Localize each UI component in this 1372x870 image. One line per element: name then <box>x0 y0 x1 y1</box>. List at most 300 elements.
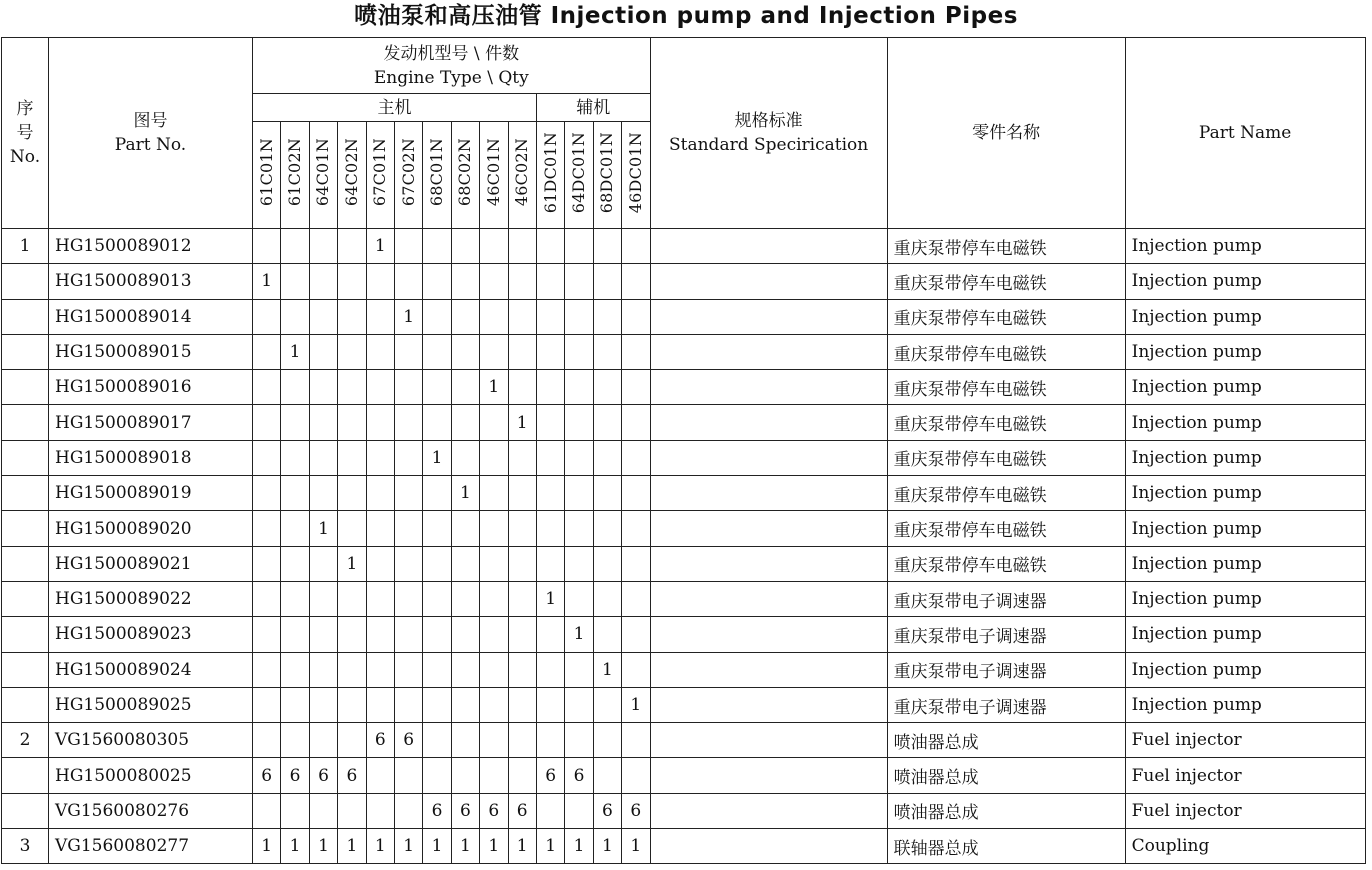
qty-cell <box>309 370 337 405</box>
qty-cell <box>309 793 337 828</box>
qty-cell <box>593 581 621 616</box>
main-engine-header: 主机 <box>253 94 537 122</box>
engine-type-46c01n: 46C01N <box>480 122 508 229</box>
engine-type-68dc01n: 68DC01N <box>593 122 621 229</box>
qty-cell <box>622 723 651 758</box>
qty-cell <box>508 440 536 475</box>
qty-cell <box>622 440 651 475</box>
qty-cell <box>338 299 366 334</box>
qty-cell <box>338 229 366 264</box>
qty-cell <box>423 687 451 722</box>
qty-cell <box>338 334 366 369</box>
qty-cell <box>565 723 593 758</box>
qty-cell <box>451 581 479 616</box>
qty-cell <box>394 440 422 475</box>
qty-cell <box>480 546 508 581</box>
seq-cell: 2 <box>2 723 49 758</box>
qty-cell <box>622 511 651 546</box>
seq-cell <box>2 370 49 405</box>
table-body <box>2 229 1366 864</box>
qty-cell <box>565 264 593 299</box>
qty-cell: 1 <box>309 829 337 864</box>
part-name-cn-cell: 重庆泵带停车电磁铁 <box>887 299 1125 334</box>
part-name-en-cell: Injection pump <box>1125 405 1365 440</box>
qty-cell <box>565 652 593 687</box>
part-name-cn-cell: 重庆泵带停车电磁铁 <box>887 440 1125 475</box>
qty-cell <box>536 546 564 581</box>
qty-cell: 1 <box>394 829 422 864</box>
qty-cell <box>281 370 309 405</box>
qty-cell <box>480 229 508 264</box>
part-no-cell: HG1500089025 <box>49 687 253 722</box>
part-no-cell: HG1500089017 <box>49 405 253 440</box>
qty-cell <box>253 334 281 369</box>
qty-cell <box>423 405 451 440</box>
seq-cell <box>2 758 49 793</box>
qty-cell <box>593 617 621 652</box>
part-no-cell: HG1500089022 <box>49 581 253 616</box>
seq-header: 序 号 No. <box>2 38 49 229</box>
qty-cell <box>253 546 281 581</box>
qty-cell <box>480 723 508 758</box>
part-no-cell: HG1500089018 <box>49 440 253 475</box>
part-name-en-cell: Injection pump <box>1125 687 1365 722</box>
part-name-en-cell: Injection pump <box>1125 299 1365 334</box>
qty-cell <box>451 652 479 687</box>
seq-cell <box>2 793 49 828</box>
engine-type-68c02n: 68C02N <box>451 122 479 229</box>
part-name-en-cell: Injection pump <box>1125 652 1365 687</box>
qty-cell <box>423 334 451 369</box>
qty-cell: 6 <box>451 793 479 828</box>
part-name-cn-cell: 喷油器总成 <box>887 758 1125 793</box>
qty-cell <box>423 370 451 405</box>
qty-cell: 1 <box>536 829 564 864</box>
qty-cell <box>622 264 651 299</box>
part-name-cn-header: 零件名称 <box>887 38 1125 229</box>
seq-cell <box>2 546 49 581</box>
qty-cell <box>622 476 651 511</box>
part-name-cn-cell: 联轴器总成 <box>887 829 1125 864</box>
part-name-en-cell: Injection pump <box>1125 476 1365 511</box>
qty-cell <box>309 617 337 652</box>
qty-cell <box>338 723 366 758</box>
qty-cell <box>622 617 651 652</box>
table-row <box>2 476 1366 511</box>
qty-cell: 6 <box>281 758 309 793</box>
qty-cell: 1 <box>622 829 651 864</box>
table-header <box>2 38 1366 229</box>
standard-cell <box>650 758 887 793</box>
qty-cell <box>451 334 479 369</box>
engine-type-46dc01n: 46DC01N <box>622 122 651 229</box>
standard-cell <box>650 511 887 546</box>
qty-cell <box>338 581 366 616</box>
qty-cell <box>622 229 651 264</box>
qty-cell <box>281 793 309 828</box>
qty-cell <box>423 511 451 546</box>
part-name-cn-cell: 重庆泵带停车电磁铁 <box>887 370 1125 405</box>
standard-cell <box>650 829 887 864</box>
engine-type-61c02n: 61C02N <box>281 122 309 229</box>
part-name-en-cell: Injection pump <box>1125 617 1365 652</box>
qty-cell <box>565 334 593 369</box>
seq-cell: 3 <box>2 829 49 864</box>
qty-cell <box>480 511 508 546</box>
qty-cell <box>622 546 651 581</box>
qty-cell <box>394 793 422 828</box>
part-name-cn-cell: 重庆泵带停车电磁铁 <box>887 546 1125 581</box>
qty-cell: 6 <box>536 758 564 793</box>
qty-cell <box>366 617 394 652</box>
qty-cell <box>338 405 366 440</box>
qty-cell <box>281 476 309 511</box>
qty-cell <box>253 511 281 546</box>
qty-cell <box>593 687 621 722</box>
qty-cell <box>565 581 593 616</box>
part-name-en-cell: Injection pump <box>1125 334 1365 369</box>
qty-cell: 1 <box>281 334 309 369</box>
qty-cell: 6 <box>338 758 366 793</box>
table-row <box>2 758 1366 793</box>
qty-cell <box>622 405 651 440</box>
qty-cell <box>394 229 422 264</box>
qty-cell <box>394 370 422 405</box>
qty-cell <box>480 440 508 475</box>
qty-cell <box>508 652 536 687</box>
qty-cell <box>593 758 621 793</box>
qty-cell <box>565 229 593 264</box>
qty-cell <box>253 405 281 440</box>
standard-cell <box>650 723 887 758</box>
qty-cell: 1 <box>593 652 621 687</box>
qty-cell: 6 <box>309 758 337 793</box>
part-no-cell: HG1500089019 <box>49 476 253 511</box>
qty-cell: 1 <box>451 476 479 511</box>
standard-cell <box>650 546 887 581</box>
qty-cell <box>338 264 366 299</box>
qty-cell: 1 <box>394 299 422 334</box>
table-row <box>2 546 1366 581</box>
qty-cell <box>536 370 564 405</box>
table-row <box>2 370 1366 405</box>
qty-cell <box>309 264 337 299</box>
qty-cell <box>309 652 337 687</box>
qty-cell: 1 <box>508 829 536 864</box>
table-row <box>2 405 1366 440</box>
part-no-cell: HG1500089016 <box>49 370 253 405</box>
part-name-en-cell: Injection pump <box>1125 370 1365 405</box>
part-name-en-cell: Injection pump <box>1125 581 1365 616</box>
qty-cell <box>394 546 422 581</box>
qty-cell <box>366 440 394 475</box>
qty-cell <box>253 652 281 687</box>
qty-cell <box>281 299 309 334</box>
qty-cell <box>366 476 394 511</box>
engine-type-61dc01n: 61DC01N <box>536 122 564 229</box>
qty-cell <box>536 687 564 722</box>
qty-cell <box>423 229 451 264</box>
table-row <box>2 440 1366 475</box>
part-no-cell: VG1560080305 <box>49 723 253 758</box>
seq-cell <box>2 687 49 722</box>
qty-cell <box>565 687 593 722</box>
qty-cell <box>565 299 593 334</box>
qty-cell <box>338 440 366 475</box>
part-name-en-header: Part Name <box>1125 38 1365 229</box>
qty-cell: 1 <box>508 405 536 440</box>
qty-cell <box>394 652 422 687</box>
qty-cell <box>480 617 508 652</box>
parts-table <box>1 37 1366 864</box>
seq-cell <box>2 511 49 546</box>
table-row <box>2 829 1366 864</box>
qty-cell <box>253 476 281 511</box>
qty-cell <box>565 405 593 440</box>
qty-cell <box>366 511 394 546</box>
qty-cell: 6 <box>480 793 508 828</box>
qty-cell <box>480 476 508 511</box>
part-name-cn-cell: 喷油器总成 <box>887 723 1125 758</box>
qty-cell <box>593 476 621 511</box>
engine-type-68c01n: 68C01N <box>423 122 451 229</box>
part-no-cell: HG1500089020 <box>49 511 253 546</box>
standard-cell <box>650 229 887 264</box>
part-no-cell: VG1560080276 <box>49 793 253 828</box>
qty-cell <box>565 511 593 546</box>
seq-cell: 1 <box>2 229 49 264</box>
engine-type-46c02n: 46C02N <box>508 122 536 229</box>
part-no-cell: HG1500080025 <box>49 758 253 793</box>
qty-cell <box>593 511 621 546</box>
engine-type-64c01n: 64C01N <box>309 122 337 229</box>
qty-cell <box>480 299 508 334</box>
qty-cell <box>508 546 536 581</box>
qty-cell <box>309 405 337 440</box>
qty-cell <box>536 299 564 334</box>
qty-cell: 1 <box>338 829 366 864</box>
qty-cell: 1 <box>451 829 479 864</box>
qty-cell <box>394 334 422 369</box>
part-name-cn-cell: 重庆泵带停车电磁铁 <box>887 229 1125 264</box>
qty-cell <box>508 617 536 652</box>
seq-cell <box>2 405 49 440</box>
table-row <box>2 581 1366 616</box>
qty-cell <box>508 334 536 369</box>
qty-cell <box>423 758 451 793</box>
seq-cell <box>2 581 49 616</box>
qty-cell <box>536 511 564 546</box>
qty-cell <box>565 476 593 511</box>
qty-cell: 6 <box>508 793 536 828</box>
qty-cell <box>622 652 651 687</box>
qty-cell <box>394 581 422 616</box>
qty-cell: 1 <box>565 617 593 652</box>
seq-cell <box>2 617 49 652</box>
qty-cell: 1 <box>423 829 451 864</box>
seq-cell <box>2 652 49 687</box>
qty-cell <box>423 617 451 652</box>
qty-cell <box>253 687 281 722</box>
standard-cell <box>650 581 887 616</box>
qty-cell <box>253 229 281 264</box>
qty-cell: 1 <box>565 829 593 864</box>
qty-cell <box>565 370 593 405</box>
qty-cell <box>253 793 281 828</box>
qty-cell <box>309 546 337 581</box>
qty-cell <box>593 334 621 369</box>
table-row <box>2 617 1366 652</box>
qty-cell <box>281 723 309 758</box>
qty-cell <box>394 687 422 722</box>
part-name-en-cell: Injection pump <box>1125 546 1365 581</box>
part-name-en-cell: Injection pump <box>1125 264 1365 299</box>
qty-cell: 1 <box>423 440 451 475</box>
qty-cell <box>508 511 536 546</box>
part-no-cell: HG1500089021 <box>49 546 253 581</box>
qty-cell <box>309 687 337 722</box>
qty-cell: 1 <box>366 829 394 864</box>
qty-cell <box>451 370 479 405</box>
standard-cell <box>650 652 887 687</box>
qty-cell <box>423 476 451 511</box>
qty-cell <box>394 405 422 440</box>
qty-cell <box>253 617 281 652</box>
seq-cell <box>2 440 49 475</box>
qty-cell <box>309 723 337 758</box>
qty-cell <box>423 652 451 687</box>
part-name-cn-cell: 重庆泵带停车电磁铁 <box>887 405 1125 440</box>
qty-cell <box>281 581 309 616</box>
qty-cell <box>451 723 479 758</box>
qty-cell <box>423 723 451 758</box>
qty-cell <box>309 476 337 511</box>
qty-cell <box>622 370 651 405</box>
qty-cell <box>338 793 366 828</box>
qty-cell <box>480 581 508 616</box>
engine-type-64dc01n: 64DC01N <box>565 122 593 229</box>
qty-cell <box>338 652 366 687</box>
qty-cell <box>480 687 508 722</box>
qty-cell <box>394 264 422 299</box>
qty-cell <box>622 299 651 334</box>
page-title: 喷油泵和高压油管 Injection pump and Injection Pipes <box>354 3 1018 29</box>
qty-cell: 6 <box>593 793 621 828</box>
qty-cell <box>480 758 508 793</box>
engine-type-67c01n: 67C01N <box>366 122 394 229</box>
qty-cell: 6 <box>622 793 651 828</box>
qty-cell <box>366 581 394 616</box>
qty-cell <box>366 299 394 334</box>
qty-cell <box>338 687 366 722</box>
qty-cell: 1 <box>480 370 508 405</box>
qty-cell <box>338 511 366 546</box>
qty-cell <box>309 299 337 334</box>
engine-type-header: 发动机型号 \ 件数 Engine Type \ Qty <box>253 38 651 94</box>
qty-cell: 1 <box>536 581 564 616</box>
part-no-cell: HG1500089023 <box>49 617 253 652</box>
qty-cell <box>508 758 536 793</box>
table-row <box>2 264 1366 299</box>
qty-cell <box>281 687 309 722</box>
standard-header: 规格标准 Standard Specirication <box>650 38 887 229</box>
qty-cell <box>536 617 564 652</box>
qty-cell <box>480 405 508 440</box>
qty-cell <box>253 581 281 616</box>
qty-cell <box>451 617 479 652</box>
table-row <box>2 793 1366 828</box>
standard-cell <box>650 264 887 299</box>
part-no-cell: HG1500089014 <box>49 299 253 334</box>
qty-cell <box>508 370 536 405</box>
qty-cell: 6 <box>423 793 451 828</box>
qty-cell <box>536 229 564 264</box>
qty-cell <box>338 370 366 405</box>
qty-cell <box>480 334 508 369</box>
qty-cell <box>451 511 479 546</box>
table-row <box>2 299 1366 334</box>
qty-cell <box>451 299 479 334</box>
qty-cell <box>593 229 621 264</box>
qty-cell <box>423 546 451 581</box>
qty-cell <box>366 758 394 793</box>
qty-cell <box>338 617 366 652</box>
part-no-cell: HG1500089024 <box>49 652 253 687</box>
part-no-cell: HG1500089012 <box>49 229 253 264</box>
table-row <box>2 229 1366 264</box>
qty-cell <box>451 229 479 264</box>
part-name-cn-cell: 重庆泵带电子调速器 <box>887 617 1125 652</box>
qty-cell <box>394 617 422 652</box>
standard-cell <box>650 687 887 722</box>
qty-cell <box>366 652 394 687</box>
part-name-en-cell: Injection pump <box>1125 511 1365 546</box>
seq-cell <box>2 334 49 369</box>
qty-cell: 1 <box>309 511 337 546</box>
qty-cell <box>309 229 337 264</box>
qty-cell <box>508 723 536 758</box>
qty-cell: 1 <box>253 264 281 299</box>
qty-cell <box>480 264 508 299</box>
engine-type-61c01n: 61C01N <box>253 122 281 229</box>
qty-cell <box>480 652 508 687</box>
standard-cell <box>650 617 887 652</box>
qty-cell <box>281 229 309 264</box>
qty-cell <box>366 687 394 722</box>
qty-cell <box>565 793 593 828</box>
qty-cell <box>451 758 479 793</box>
qty-cell <box>451 546 479 581</box>
qty-cell <box>309 440 337 475</box>
qty-cell <box>508 687 536 722</box>
qty-cell <box>451 405 479 440</box>
qty-cell <box>253 440 281 475</box>
qty-cell <box>338 476 366 511</box>
part-name-cn-cell: 重庆泵带电子调速器 <box>887 652 1125 687</box>
part-name-en-cell: Fuel injector <box>1125 793 1365 828</box>
qty-cell: 1 <box>366 229 394 264</box>
qty-cell <box>281 440 309 475</box>
qty-cell <box>253 299 281 334</box>
qty-cell <box>593 264 621 299</box>
qty-cell <box>565 546 593 581</box>
qty-cell <box>593 299 621 334</box>
part-name-en-cell: Fuel injector <box>1125 758 1365 793</box>
seq-cell <box>2 476 49 511</box>
standard-cell <box>650 299 887 334</box>
qty-cell <box>536 334 564 369</box>
qty-cell <box>423 264 451 299</box>
